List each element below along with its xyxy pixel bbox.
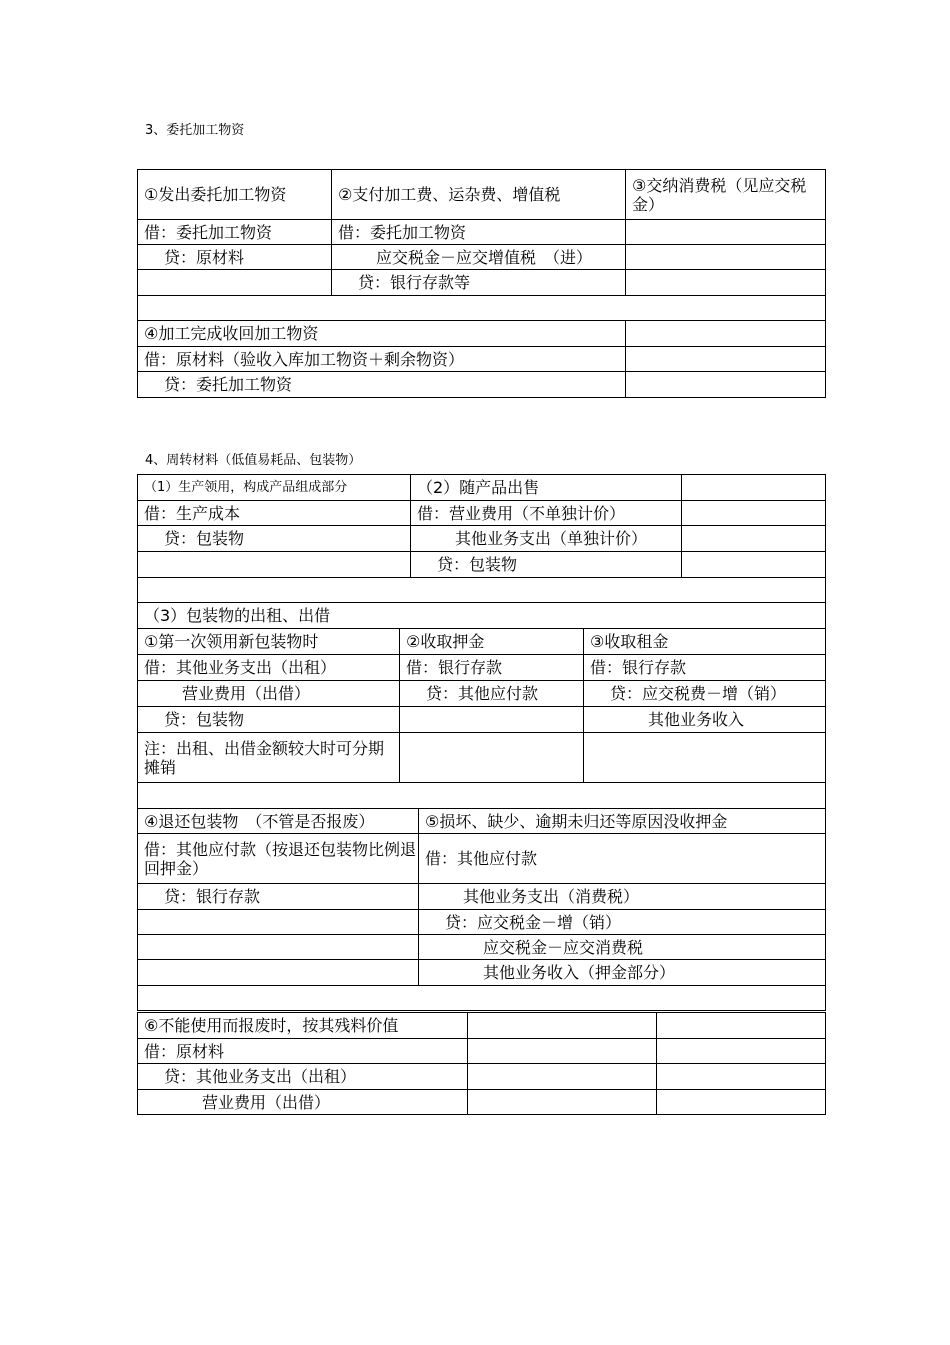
entry-cell: 其他业务收入（押金部分） [419, 960, 826, 986]
return-header: ④退还包装物 （不管是否报废） [138, 809, 419, 834]
empty-cell [584, 733, 826, 783]
turnover-materials-table-a [137, 474, 826, 603]
empty-cell [626, 372, 826, 398]
entry-cell: 营业费用（出借） [138, 681, 400, 707]
step-2-header: ②支付加工费、运杂费、增值税 [332, 170, 626, 220]
empty-cell [657, 1013, 826, 1039]
entry-cell: 借：营业费用（不单独计价） [411, 501, 682, 526]
entry-cell: 贷：原材料 [138, 245, 332, 270]
turnover-materials-table-c [137, 808, 826, 1011]
entry-cell: 借：其他应付款 [419, 834, 826, 884]
turnover-materials-table-b [137, 602, 826, 809]
entry-cell: 应交税金－应交消费税 [419, 935, 826, 960]
entry-cell: 其他业务收入 [584, 707, 826, 733]
empty-cell [657, 1090, 826, 1115]
production-use-header: （1）生产领用，构成产品组成部分 [138, 475, 411, 501]
entry-cell: 借：银行存款 [584, 655, 826, 681]
entry-cell: 借：原材料（验收入库加工物资＋剩余物资） [138, 347, 626, 372]
entry-cell: 其他业务支出（消费税） [419, 884, 826, 910]
entry-cell: 贷：包装物 [138, 707, 400, 733]
turnover-materials-table-d [137, 1012, 826, 1115]
entry-cell: 贷：其他应付款 [400, 681, 584, 707]
empty-cell [657, 1064, 826, 1090]
empty-cell [626, 347, 826, 372]
step-4-header: ④加工完成收回加工物资 [138, 321, 626, 347]
empty-cell [682, 552, 826, 578]
entry-cell: 贷：银行存款等 [332, 270, 626, 296]
entry-cell: 贷：其他业务支出（出租） [138, 1064, 468, 1090]
entry-cell: 应交税金－应交增值税 （进） [332, 245, 626, 270]
section-3-heading: 3、委托加工物资 [145, 123, 245, 138]
section-4-heading: 4、周转材料（低值易耗品、包装物） [145, 453, 362, 468]
entry-cell: 借：原材料 [138, 1039, 468, 1064]
forfeit-header: ⑤损坏、缺少、逾期未归还等原因没收押金 [419, 809, 826, 834]
entry-cell: 贷：应交税费－增（销） [584, 681, 826, 707]
entry-cell: 借：委托加工物资 [332, 220, 626, 245]
empty-cell [400, 733, 584, 783]
step-3-header: ③交纳消费税（见应交税金） [626, 170, 826, 220]
entry-cell: 借：银行存款 [400, 655, 584, 681]
empty-cell [626, 220, 826, 245]
entry-cell: 借：生产成本 [138, 501, 411, 526]
entry-cell: 其他业务支出（单独计价） [411, 526, 682, 552]
empty-cell [626, 245, 826, 270]
empty-cell [468, 1013, 657, 1039]
empty-cell [626, 270, 826, 296]
spacer-row [138, 986, 826, 1011]
empty-cell [657, 1039, 826, 1064]
empty-cell [138, 910, 419, 935]
entry-cell: 贷：应交税金－增（销） [419, 910, 826, 935]
empty-cell [138, 935, 419, 960]
empty-cell [626, 321, 826, 347]
empty-cell [468, 1064, 657, 1090]
empty-cell [682, 526, 826, 552]
empty-cell [138, 552, 411, 578]
empty-cell [682, 501, 826, 526]
deposit-header: ②收取押金 [400, 629, 584, 655]
note-cell: 注：出租、出借金额较大时可分期摊销 [138, 733, 400, 783]
spacer-row [138, 578, 826, 603]
entry-cell: 借：其他应付款（按退还包装物比例退回押金） [138, 834, 419, 884]
sold-with-product-header: （2）随产品出售 [411, 475, 682, 501]
entry-cell: 贷：包装物 [411, 552, 682, 578]
entry-cell: 营业费用（出借） [138, 1090, 468, 1115]
entry-cell: 贷：委托加工物资 [138, 372, 626, 398]
empty-cell [468, 1090, 657, 1115]
empty-cell [138, 270, 332, 296]
entry-cell: 借：其他业务支出（出租） [138, 655, 400, 681]
entry-cell: 贷：包装物 [138, 526, 411, 552]
rent-header: ③收取租金 [584, 629, 826, 655]
entry-cell: 贷：银行存款 [138, 884, 419, 910]
empty-cell [138, 960, 419, 986]
empty-cell [468, 1039, 657, 1064]
commissioned-processing-table [137, 169, 826, 398]
scrap-header: ⑥不能使用而报废时，按其残料价值 [138, 1013, 468, 1039]
entry-cell: 借：委托加工物资 [138, 220, 332, 245]
spacer-row [138, 296, 826, 321]
first-use-header: ①第一次领用新包装物时 [138, 629, 400, 655]
step-1-header: ①发出委托加工物资 [138, 170, 332, 220]
rent-lend-title: （3）包装物的出租、出借 [138, 603, 826, 629]
spacer-row [138, 783, 826, 809]
empty-cell [682, 475, 826, 501]
empty-cell [400, 707, 584, 733]
